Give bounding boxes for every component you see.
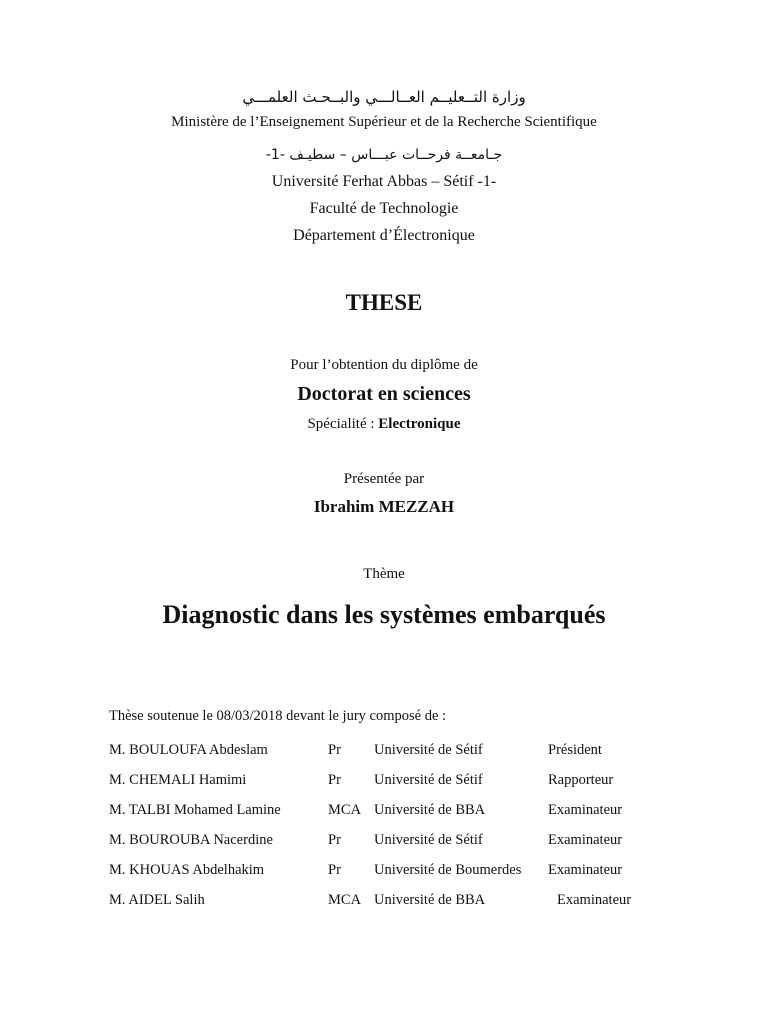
department-name: Département d’Électronique: [293, 227, 475, 244]
jury-grade: MCA: [328, 802, 362, 818]
degree-name: Doctorat en sciences: [297, 383, 471, 405]
jury-grade: MCA: [328, 892, 362, 908]
jury-grade: Pr: [328, 862, 341, 878]
jury-grade: Pr: [328, 772, 341, 788]
jury-row: [0, 802, 768, 824]
jury-university: Université de Sétif: [374, 772, 483, 788]
jury-university: Université de Sétif: [374, 832, 483, 848]
jury-role: Examinateur: [548, 862, 623, 878]
jury-row: [0, 862, 768, 884]
jury-role: Président: [548, 742, 602, 758]
jury-name: M. BOULOUFA Abdeslam: [109, 742, 268, 758]
jury-name: M. CHEMALI Hamimi: [109, 772, 247, 788]
jury-row: [0, 892, 768, 914]
jury-role: Examinateur: [548, 802, 623, 818]
thesis-title: Diagnostic dans les systèmes embarqués: [162, 600, 606, 629]
theme-label: Thème: [363, 566, 405, 582]
jury-name: M. BOUROUBA Nacerdine: [109, 832, 273, 848]
jury-role: Examinateur: [548, 832, 623, 848]
jury-university: Université de BBA: [374, 892, 486, 908]
jury-grade: Pr: [328, 742, 341, 758]
jury-university: Université de BBA: [374, 802, 486, 818]
author-name: Ibrahim MEZZAH: [313, 497, 455, 516]
defense-statement: Thèse soutenue le 08/03/2018 devant le jury composé de :: [109, 708, 447, 724]
jury-row: [0, 832, 768, 854]
presented-by-label: Présentée par: [343, 471, 425, 487]
university-arabic: جـامعــة فرحــات عبـــاس – سطيـف -1-: [265, 147, 503, 163]
jury-university: Université de Boumerdes: [374, 862, 522, 878]
document-type: THESE: [345, 290, 423, 315]
specialty-value: Electronique: [378, 416, 461, 432]
ministry-french: Ministère de l’Enseignement Supérieur et de la Recherche Scientifique: [171, 114, 597, 130]
specialty-label: Spécialité :: [307, 416, 379, 432]
ministry-arabic: وزارة التــعليــم العــالـــي والبــحـث العلمـــي: [242, 88, 526, 106]
jury-role: Rapporteur: [548, 772, 614, 788]
jury-role: Examinateur: [557, 892, 632, 908]
jury-name: M. TALBI Mohamed Lamine: [109, 802, 281, 818]
faculty-name: Faculté de Technologie: [309, 200, 459, 217]
jury-name: M. AIDEL Salih: [109, 892, 205, 908]
jury-row: [0, 772, 768, 794]
jury-row: [0, 742, 768, 764]
jury-name: M. KHOUAS Abdelhakim: [109, 862, 265, 878]
jury-university: Université de Sétif: [374, 742, 483, 758]
jury-grade: Pr: [328, 832, 341, 848]
university-french: Université Ferhat Abbas – Sétif -1-: [271, 173, 497, 190]
specialty-line: [0, 416, 768, 433]
obtention-text: Pour l’obtention du diplôme de: [290, 357, 478, 373]
